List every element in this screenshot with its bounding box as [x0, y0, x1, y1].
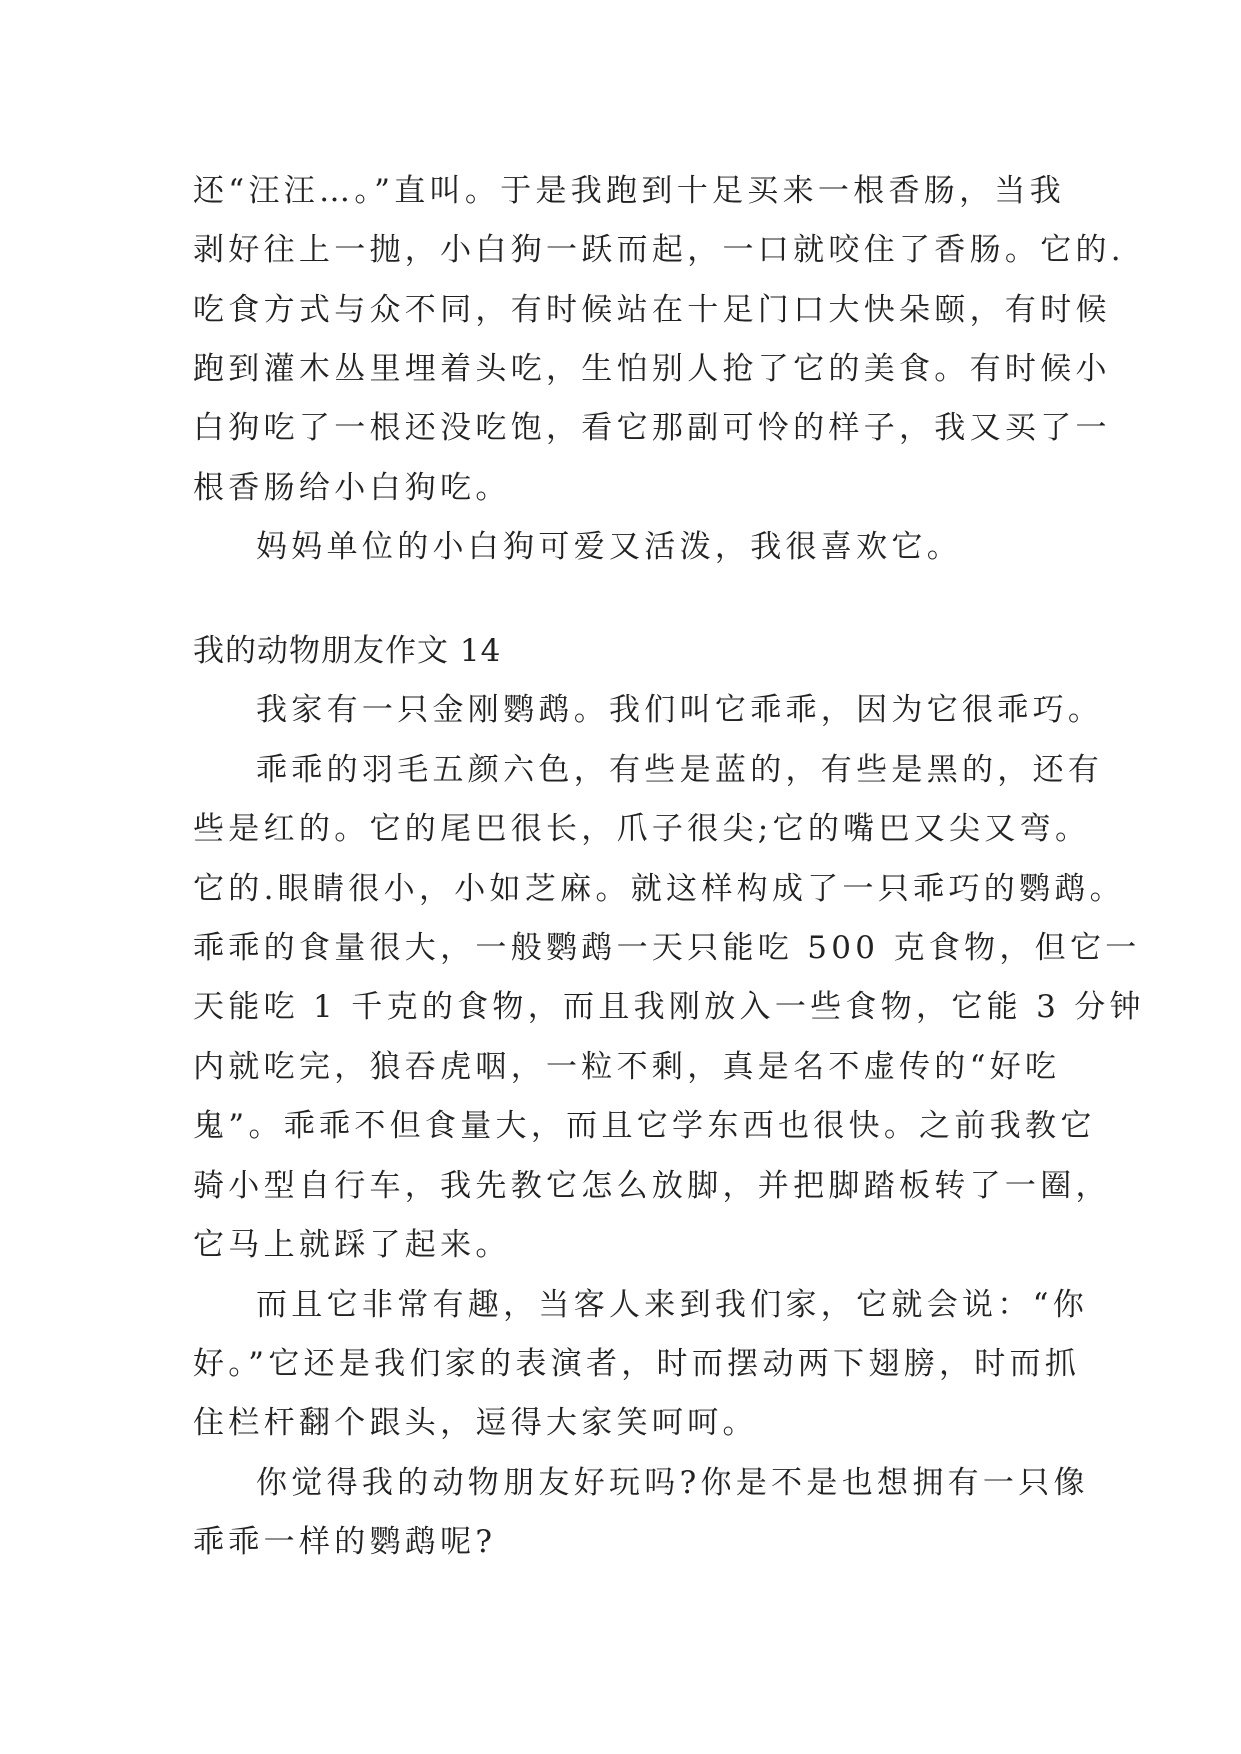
text-line: 些是红的。它的尾巴很长，爪子很尖;它的嘴巴又尖又弯。 [193, 811, 1091, 847]
text-line: 住栏杆翻个跟头，逗得大家笑呵呵。 [193, 1405, 758, 1441]
text-line: 跑到灌木丛里埋着头吃，生怕别人抢了它的美食。有时候小 [193, 351, 1111, 387]
text-line: 剥好往上一抛，小白狗一跃而起，一口就咬住了香肠。它的. [193, 232, 1125, 268]
paragraph-first-line: 你觉得我的动物朋友好玩吗?你是不是也想拥有一只像 [256, 1465, 1089, 1501]
text-line: 内就吃完，狼吞虎咽，一粒不剩，真是名不虚传的“好吃 [193, 1049, 1061, 1085]
text-line: 它马上就踩了起来。 [193, 1227, 511, 1263]
text-line: 鬼”。乖乖不但食量大，而且它学东西也很快。之前我教它 [193, 1108, 1096, 1144]
text-line: 它的.眼睛很小，小如芝麻。就这样构成了一只乖巧的鹦鹉。 [193, 871, 1125, 907]
text-line: 根香肠给小白狗吃。 [193, 470, 511, 506]
text-line: 好。”它还是我们家的表演者，时而摆动两下翅膀，时而抓 [193, 1346, 1081, 1382]
text-line: 天能吃 1 千克的食物，而且我刚放入一些食物，它能 3 分钟 [193, 989, 1145, 1025]
text-line: 骑小型自行车，我先教它怎么放脚，并把脚踏板转了一圈， [193, 1168, 1111, 1204]
paragraph-first-line: 乖乖的羽毛五颜六色，有些是蓝的，有些是黑的，还有 [256, 752, 1104, 788]
section-heading: 我的动物朋友作文 14 [193, 633, 502, 669]
paragraph-first-line: 妈妈单位的小白狗可爱又活泼，我很喜欢它。 [256, 529, 962, 565]
text-line: 白狗吃了一根还没吃饱，看它那副可怜的样子，我又买了一 [193, 410, 1111, 446]
paragraph-first-line: 我家有一只金刚鹦鹉。我们叫它乖乖，因为它很乖巧。 [256, 692, 1104, 728]
text-line: 吃食方式与众不同，有时候站在十足门口大快朵颐，有时候 [193, 292, 1111, 328]
text-line: 还“汪汪…。”直叫。于是我跑到十足买来一根香肠，当我 [193, 173, 1065, 209]
paragraph-first-line: 而且它非常有趣，当客人来到我们家，它就会说：“你 [256, 1287, 1089, 1323]
text-line: 乖乖的食量很大，一般鹦鹉一天只能吃 500 克食物，但它一 [193, 930, 1141, 966]
text-line: 乖乖一样的鹦鹉呢? [193, 1524, 497, 1560]
